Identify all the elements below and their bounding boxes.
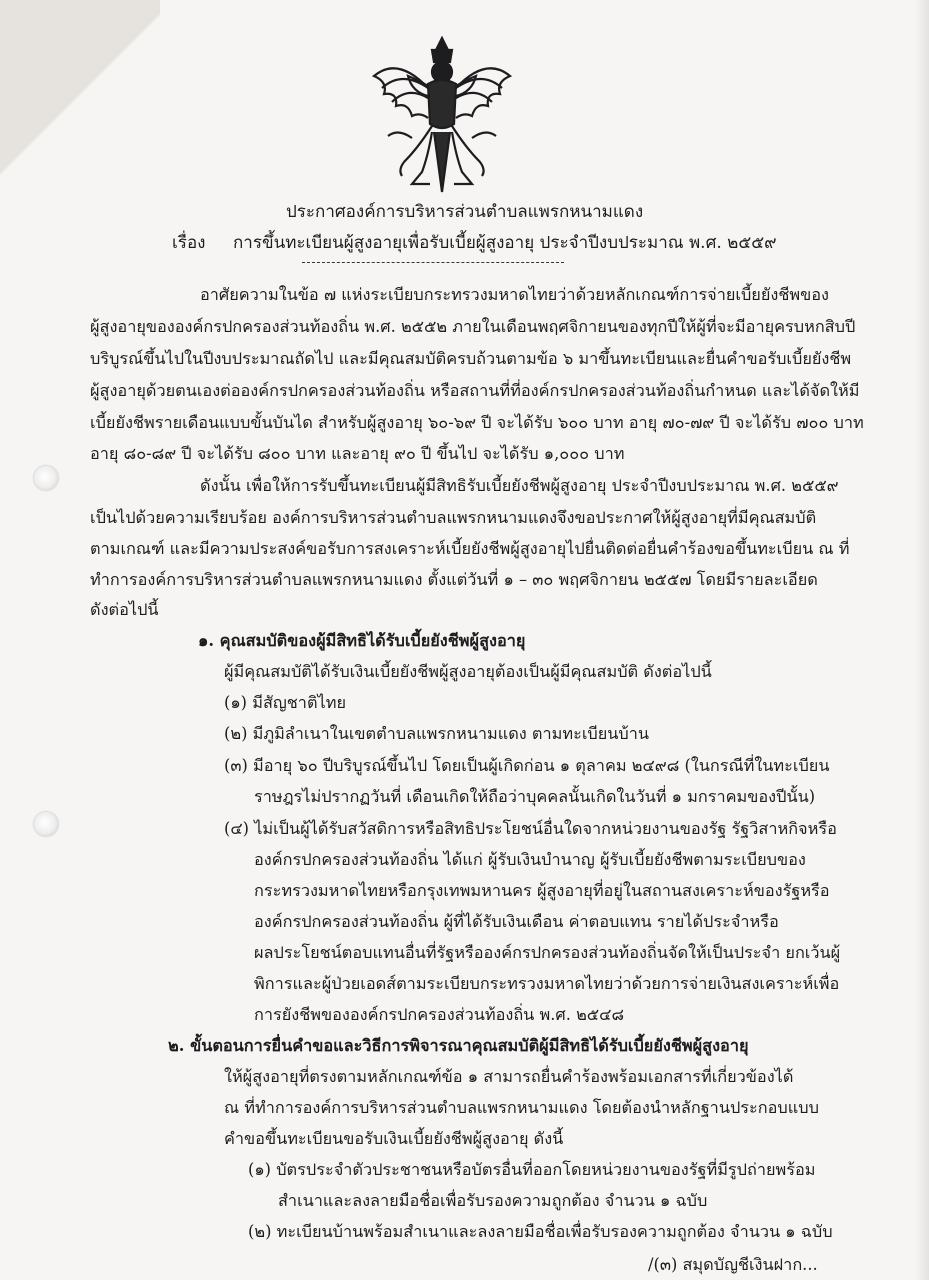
section2-intro-line: ณ ที่ทำการองค์การบริหารส่วนตำบลแพรกหนามแดง โดยต้องนำหลักฐานประกอบแบบ bbox=[224, 1098, 819, 1117]
section2-item-cont: สำเนาและลงลายมือชื่อเพื่อรับรองความถูกต้อง จำนวน ๑ ฉบับ bbox=[278, 1191, 708, 1210]
para1-line: อาศัยความในข้อ ๗ แห่งระเบียบกระทรวงมหาดไทยว่าด้วยหลักเกณฑ์การจ่ายเบี้ยยังชีพของ bbox=[200, 285, 829, 304]
garuda-emblem-icon bbox=[368, 36, 516, 194]
section1-item-cont: องค์กรปกครองส่วนท้องถิ่น ได้แก่ ผู้รับเงินบำนาญ ผู้รับเบี้ยยังชีพตามระเบียบของ bbox=[254, 850, 806, 869]
para2-line: ดังต่อไปนี้ bbox=[90, 600, 159, 619]
para1-line: อายุ ๘๐-๘๙ ปี จะได้รับ ๘๐๐ บาท และอายุ ๙๐ ปี ขึ้นไป จะได้รับ ๑,๐๐๐ บาท bbox=[90, 444, 625, 463]
section2-intro-line: ให้ผู้สูงอายุที่ตรงตามหลักเกณฑ์ข้อ ๑ สามารถยื่นคำร้องพร้อมเอกสารที่เกี่ยวข้องได้ bbox=[224, 1067, 794, 1086]
section1-item: (๔) ไม่เป็นผู้ได้รับสวัสดิการหรือสิทธิประโยชน์อื่นใดจากหน่วยงานของรัฐ รัฐวิสาหกิจหรือ bbox=[224, 819, 837, 838]
para2-line: ตามเกณฑ์ และมีความประสงค์ขอรับการสงเคราะห์เบี้ยยังชีพผู้สูงอายุไปยื่นติดต่อยื่นคำร้องขอขึ้นทะเบียน ณ ที่ bbox=[90, 539, 850, 558]
section1-intro: ผู้มีคุณสมบัติได้รับเงินเบี้ยยังชีพผู้สูงอายุต้องเป็นผู้มีคุณสมบัติ ดังต่อไปนี้ bbox=[224, 662, 712, 681]
para2-line: เป็นไปด้วยความเรียบร้อย องค์การบริหารส่วนตำบลแพรกหนามแดงจึงขอประกาศให้ผู้สูงอายุที่มีคุณสมบัติ bbox=[90, 508, 817, 527]
section1-item-cont: การยังชีพขององค์กรปกครองส่วนท้องถิ่น พ.ศ. ๒๕๔๘ bbox=[254, 1005, 625, 1024]
section2-intro-line: คำขอขึ้นทะเบียนขอรับเงินเบี้ยยังชีพผู้สูงอายุ ดังนี้ bbox=[224, 1129, 564, 1148]
para2-line: ดังนั้น เพื่อให้การรับขึ้นทะเบียนผู้มีสิทธิรับเบี้ยยังชีพผู้สูงอายุ ประจำปีงบประมาณ พ.ศ. ๒๕๕๙ bbox=[200, 476, 839, 495]
para2-line: ทำการองค์การบริหารส่วนตำบลแพรกหนามแดง ตั้งแต่วันที่ ๑ – ๓๐ พฤศจิกายน ๒๕๕๗ โดยมีรายละเอียด bbox=[90, 570, 818, 589]
title-separator bbox=[302, 262, 564, 263]
section1-item-cont: ผลประโยชน์ตอบแทนอื่นที่รัฐหรือองค์กรปกครองส่วนท้องถิ่นจัดให้เป็นประจำ ยกเว้นผู้ bbox=[254, 943, 841, 962]
para1-line: ผู้สูงอายุขององค์กรปกครองส่วนท้องถิ่น พ.ศ. ๒๕๕๒ ภายในเดือนพฤศจิกายนของทุกปีให้ผู้ที่จะมีอายุครบหกสิบปี bbox=[90, 317, 856, 336]
para1-line: เบี้ยยังชีพรายเดือนแบบขั้นบันได สำหรับผู้สูงอายุ ๖๐-๖๙ ปี จะได้รับ ๖๐๐ บาท อายุ ๗๐-๗๙ ปี จะได้รับ ๗๐๐ บาท bbox=[90, 413, 864, 432]
page-continuation-note: /(๓) สมุดบัญชีเงินฝาก... bbox=[648, 1255, 818, 1274]
para1-line: บริบูรณ์ขึ้นไปในปีงบประมาณถัดไป และมีคุณสมบัติครบถ้วนตามข้อ ๖ มาขึ้นทะเบียนและยื่นคำขอรับเบี้ยยังชีพ bbox=[90, 349, 852, 368]
section2-heading: ๒. ขั้นตอนการยื่นคำขอและวิธีการพิจารณาคุณสมบัติผู้มีสิทธิได้รับเบี้ยยังชีพผู้สูงอายุ bbox=[168, 1036, 749, 1055]
punch-hole-top bbox=[34, 466, 58, 490]
section2-item: (๒) ทะเบียนบ้านพร้อมสำเนาและลงลายมือชื่อเพื่อรับรองความถูกต้อง จำนวน ๑ ฉบับ bbox=[248, 1222, 833, 1241]
section1-heading: ๑. คุณสมบัติของผู้มีสิทธิได้รับเบี้ยยังชีพผู้สูงอายุ bbox=[198, 631, 526, 650]
para1-line: ผู้สูงอายุด้วยตนเองต่อองค์กรปกครองส่วนท้องถิ่น หรือสถานที่ที่องค์กรปกครองส่วนท้องถิ่นกำหนด และได้จัดให้มี bbox=[90, 381, 860, 400]
section2-item: (๑) บัตรประจำตัวประชาชนหรือบัตรอื่นที่ออกโดยหน่วยงานของรัฐที่มีรูปถ่ายพร้อม bbox=[248, 1160, 816, 1179]
punch-hole-bottom bbox=[34, 812, 58, 836]
section1-item: (๓) มีอายุ ๖๐ ปีบริบูรณ์ขึ้นไป โดยเป็นผู้เกิดก่อน ๑ ตุลาคม ๒๔๙๘ (ในกรณีที่ในทะเบียน bbox=[224, 756, 830, 775]
subject-text: การขึ้นทะเบียนผู้สูงอายุเพื่อรับเบี้ยผู้สูงอายุ ประจำปีงบประมาณ พ.ศ. ๒๕๕๙ bbox=[233, 233, 777, 253]
folded-page-corner bbox=[0, 0, 160, 200]
section1-item-cont: องค์กรปกครองส่วนท้องถิ่น ผู้ที่ได้รับเงินเดือน ค่าตอบแทน รายได้ประจำหรือ bbox=[254, 912, 779, 931]
section1-item: (๑) มีสัญชาติไทย bbox=[224, 693, 346, 712]
section1-item-cont: พิการและผู้ป่วยเอดส์ตามระเบียบกระทรวงมหาดไทยว่าด้วยการจ่ายเงินสงเคราะห์เพื่อ bbox=[254, 974, 840, 993]
section1-item: (๒) มีภูมิลำเนาในเขตตำบลแพรกหนามแดง ตามทะเบียนบ้าน bbox=[224, 724, 649, 743]
announcement-title: ประกาศองค์การบริหารส่วนตำบลแพรกหนามแดง bbox=[286, 202, 644, 222]
section1-item-cont: ราษฎรไม่ปรากฏวันที่ เดือนเกิดให้ถือว่าบุคคลนั้นเกิดในวันที่ ๑ มกราคมของปีนั้น) bbox=[254, 787, 816, 806]
page-edge-shadow bbox=[915, 0, 929, 1280]
subject-label: เรื่อง bbox=[172, 233, 206, 253]
section1-item-cont: กระทรวงมหาดไทยหรือกรุงเทพมหานคร ผู้สูงอายุที่อยู่ในสถานสงเคราะห์ของรัฐหรือ bbox=[254, 881, 830, 900]
